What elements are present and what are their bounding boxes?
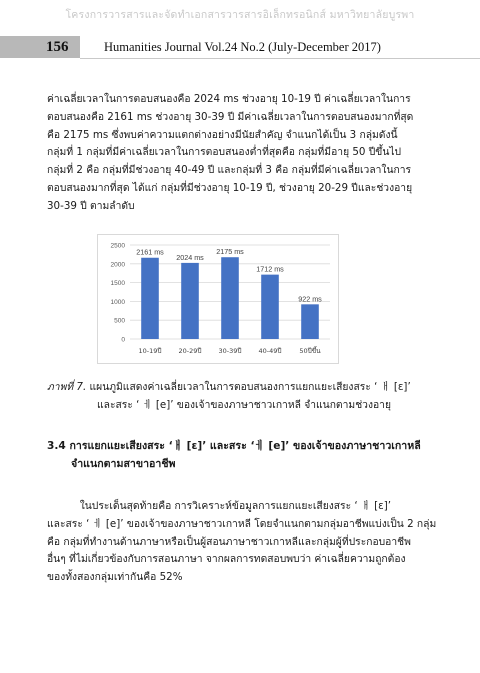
paragraph-line: 30-39 ปี ตามลำดับ [47, 199, 135, 212]
y-tick-label: 2500 [110, 242, 125, 250]
paragraph-line: กลุ่มที่ 1 กลุ่มที่มีค่าเฉลี่ยเวลาในการตอบสนองต่ำที่สุดคือ กลุ่มที่มีอายุ 50 ปีขึ้นไป [47, 146, 402, 159]
data-label: 922 ms [298, 294, 322, 304]
running-head: Humanities Journal Vol.24 No.2 (July-December 2017) [104, 40, 381, 54]
caption-line-2: และสระ ‘ ㅔ [e]’ ของเจ้าของภาษาชาวเกาหลี จำแนกตามช่วงอายุ [97, 398, 391, 411]
paragraph-line: คือ 2175 ms ซึ่งพบค่าความแตกต่างอย่างมีนัยสำคัญ จำแนกได้เป็น 3 กลุ่มดังนี้ [47, 128, 398, 141]
paragraph-line: ตอบสนองคือ 2161 ms ช่วงอายุ 30-39 ปี มีค่าเฉลี่ยเวลาในการตอบสนองมากที่สุด [47, 110, 414, 123]
data-label: 2024 ms [176, 252, 204, 262]
paragraph-line: กลุ่มที่ 2 คือ กลุ่มที่มีช่วงอายุ 40-49 ปี และกลุ่มที่ 3 คือ กลุ่มที่มีค่าเฉลี่ยเวลาในการ [47, 164, 412, 177]
y-tick-label: 500 [114, 317, 125, 325]
bar-50ปีขึ้น [301, 304, 319, 339]
watermark-text: โครงการวารสารและจัดทำเอกสารวารสารอิเล็กทรอนิกส์ มหาวิทยาลัยบูรพา [65, 9, 415, 21]
page-header [0, 31, 480, 63]
paragraph-line: ของทั้งสองกลุ่มเท่ากันคือ 52% [47, 571, 183, 584]
bar-10-19ปี [141, 258, 159, 339]
paragraph-line: ค่าเฉลี่ยเวลาในการตอบสนองคือ 2024 ms ช่วงอายุ 10-19 ปี ค่าเฉลี่ยเวลาในการ [47, 93, 411, 105]
bar-30-39ปี [221, 257, 239, 339]
data-label: 2161 ms [136, 247, 164, 257]
section-heading [47, 437, 421, 473]
x-category-label: 30-39ปี [218, 347, 242, 355]
x-category-label: 10-19ปี [138, 347, 162, 355]
figure-label: ภาพที่ 7. [47, 381, 87, 393]
x-category-label: 20-29ปี [178, 347, 202, 355]
section-heading-line-2: จำแนกตามสาขาอาชีพ [71, 458, 176, 470]
page-number: 156 [46, 39, 69, 55]
y-tick-label: 2000 [110, 261, 125, 269]
data-label: 2175 ms [216, 247, 244, 257]
data-label: 1712 ms [256, 264, 284, 274]
figure-caption [47, 379, 447, 415]
section-heading-line-1: 3.4 การแยกแยะเสียงสระ ‘ㅐ [ε]’ และสระ ‘ㅔ [e]’ ของเจ้าของภาษาชาวเกาหลี [47, 440, 421, 452]
bar-20-29ปี [181, 263, 199, 339]
y-tick-label: 1000 [110, 298, 125, 306]
paragraph-line: ตอบสนองมากที่สุด ได้แก่ กลุ่มที่มีช่วงอายุ 10-19 ปี, ช่วงอายุ 20-29 ปีและช่วงอายุ [47, 181, 413, 194]
caption-line-1: แผนภูมิแสดงค่าเฉลี่ยเวลาในการตอบสนองการแยกแยะเสียงสระ ‘ ㅐ [ε]’ [86, 381, 411, 393]
bar-chart [97, 234, 339, 364]
paragraph-line: และสระ ‘ ㅔ [e]’ ของเจ้าของภาษาชาวเกาหลี โดยจำแนกตามกลุ่มอาชีพแบ่งเป็น 2 กลุ่ม [47, 517, 437, 530]
header-divider [80, 58, 480, 59]
bar-40-49ปี [261, 275, 279, 339]
paragraph-line: คือ กลุ่มที่ทำงานด้านภาษาหรือเป็นผู้สอนภาษาชาวเกาหลีและกลุ่มผู้ที่ประกอบอาชีพ [47, 535, 411, 548]
bar-chart-svg [98, 235, 338, 363]
paragraph-line: อื่นๆ ที่ไม่เกี่ยวข้องกับการสอนภาษา จากผลการทดสอบพบว่า ค่าเฉลี่ยความถูกต้อง [47, 553, 406, 566]
y-tick-label: 1500 [110, 280, 125, 288]
x-category-label: 40-49ปี [258, 347, 282, 355]
paragraph-line: ในประเด็นสุดท้ายคือ การวิเคราะห์ข้อมูลการแยกแยะเสียงสระ ‘ ㅐ [ε]’ [47, 500, 392, 512]
y-tick-label: 0 [121, 336, 125, 344]
body-paragraph-2 [47, 498, 437, 587]
x-category-label: 50ปีขึ้น [299, 347, 321, 355]
body-paragraph-1 [47, 91, 427, 216]
